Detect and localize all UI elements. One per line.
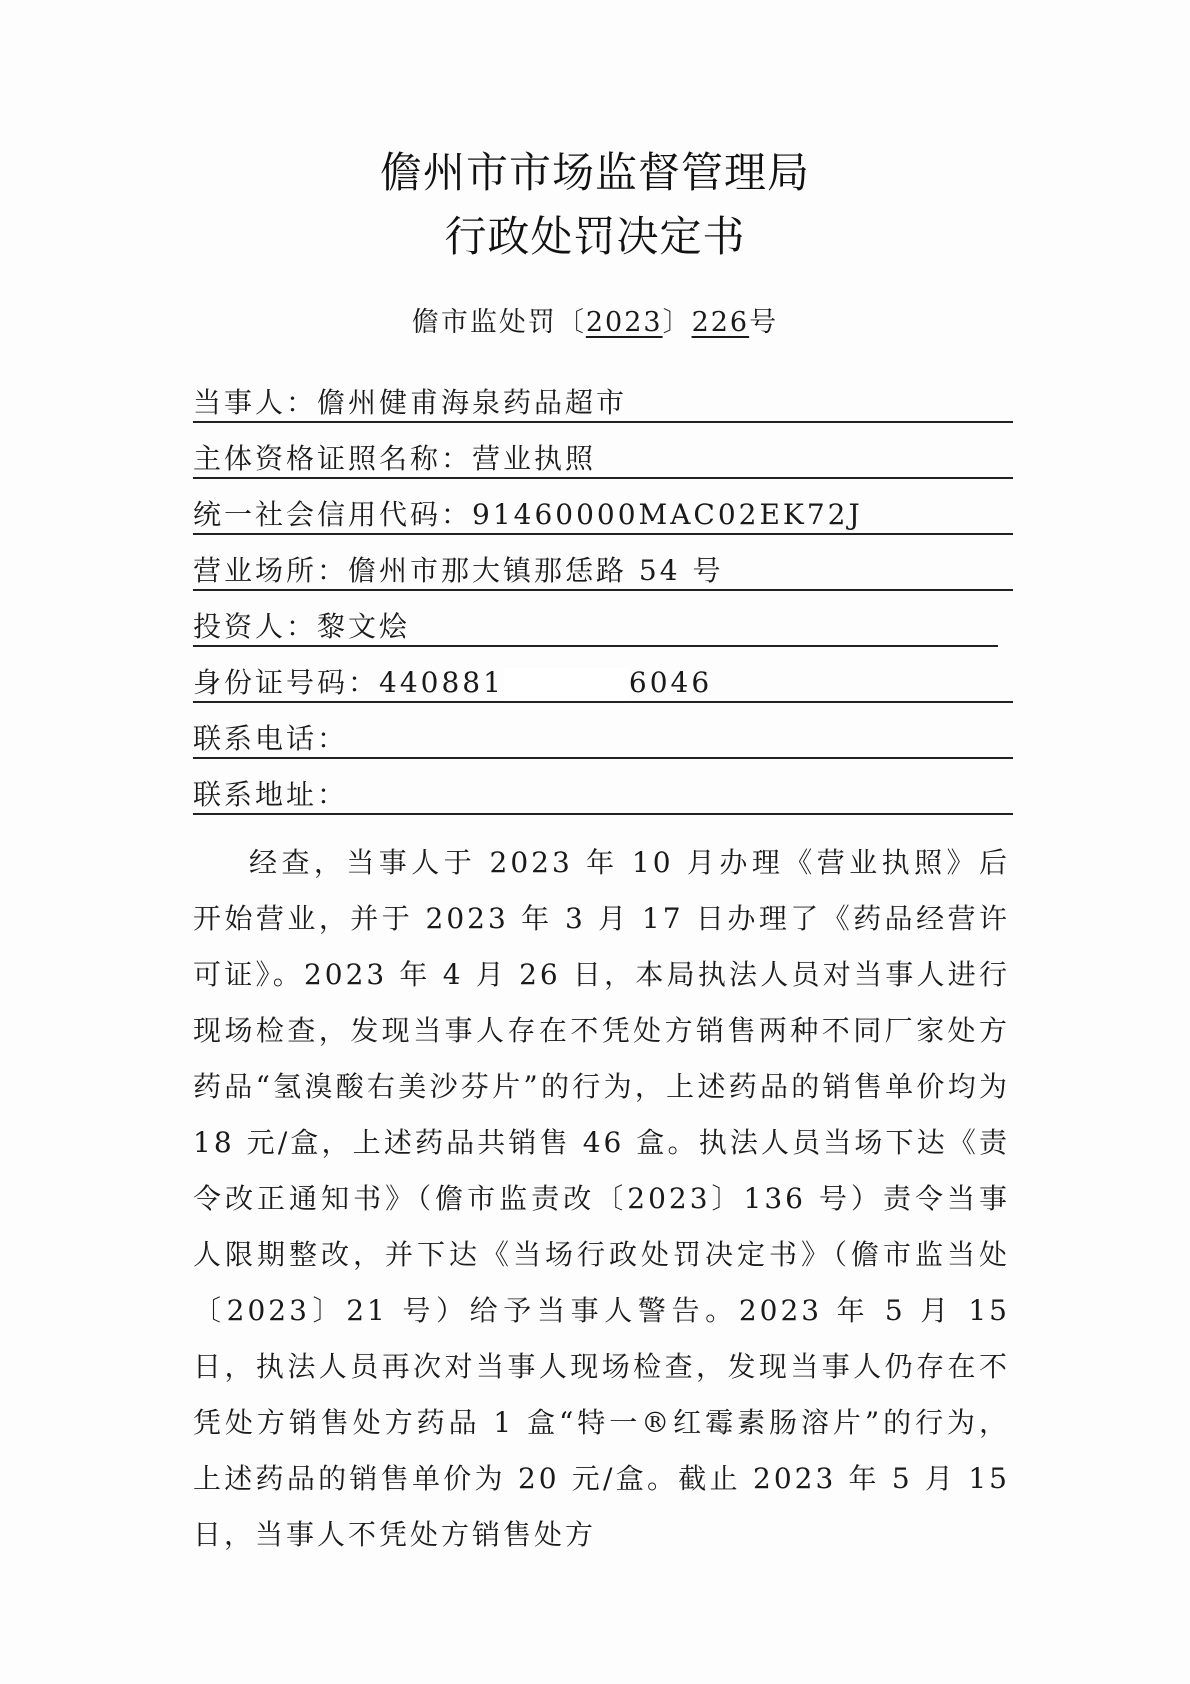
field-phone-label: 联系电话： [193, 722, 349, 755]
field-investor-value: 黎文烩 [317, 610, 411, 643]
field-premises-underline [193, 589, 1013, 591]
field-id-number-underline [193, 701, 1013, 703]
doc-number-prefix: 儋市监处罚〔 [411, 307, 586, 338]
document-title: 行政处罚决定书 [444, 212, 746, 261]
findings-text [193, 835, 1010, 1563]
field-premises [193, 551, 1013, 591]
field-party-label: 当事人： [193, 386, 318, 419]
field-license-name-label: 主体资格证照名称： [193, 442, 473, 475]
field-credit-code-underline [193, 533, 1013, 535]
field-id-number [193, 663, 1013, 703]
doc-number-value: 226 [691, 307, 750, 338]
field-license-name-underline [193, 477, 1013, 479]
field-investor-underline [193, 645, 998, 647]
field-phone [193, 719, 1013, 759]
field-id-number-start: 440881 [379, 666, 504, 699]
issuer-title: 儋州市市场监督管理局 [379, 148, 810, 197]
doc-number-suffix: 号 [749, 307, 779, 338]
field-phone-underline [193, 757, 1013, 759]
field-credit-code-label: 统一社会信用代码： [193, 498, 473, 531]
redacted-block [504, 668, 629, 702]
field-license-name [193, 439, 1013, 479]
field-credit-code-value: 91460000MAC02EK72J [472, 498, 863, 531]
doc-number-year: 2023 [585, 307, 663, 338]
doc-number-mid: 〕 [662, 307, 692, 338]
field-credit-code [193, 495, 1013, 535]
field-party-value: 儋州健甫海泉药品超市 [317, 386, 628, 419]
field-investor [193, 607, 998, 647]
field-id-number-label: 身份证号码： [193, 666, 380, 699]
field-premises-value: 儋州市那大镇那恁路 54 号 [348, 554, 724, 587]
field-address [193, 775, 1013, 815]
field-premises-label: 营业场所： [193, 554, 349, 587]
field-investor-label: 投资人： [193, 610, 318, 643]
findings-paragraph: 经查，当事人于 2023 年 10 月办理《营业执照》后开始营业，并于 2023 年 3 月 17 日办理了《药品经营许可证》。2023 年 4 月 26 日，本局执法人员对当事人进行现场检查，发现当事人存在不凭处方销售两种不同厂家处方药品“氢溴酸右美沙芬片”的行为，上述药品的销售单价均为 18 元/盒，上述药品共销售 46 盒。执法人员当场下达《责令改正通知书》（儋市监责改〔2023〕136 号）责令当事人限期整改，并下达《当场行政处罚决定书》（儋市监当处〔2023〕21 号）给予当事人警告。2023 年 5 月 15 日，执法人员再次对当事人现场检查，发现当事人仍存在不凭处方销售处方药品 1 盒“特一®红霉素肠溶片”的行为，上述药品的销售单价为 20 元/盒。截止 2023 年 5 月 15 日，当事人不凭处方销售处方 [193, 846, 1010, 1551]
field-party [193, 383, 1013, 423]
field-address-label: 联系地址： [193, 778, 349, 811]
field-license-name-value: 营业执照 [472, 442, 597, 475]
field-id-number-end: 6046 [628, 666, 713, 699]
field-address-underline [193, 813, 1013, 815]
document-number [0, 300, 1190, 339]
field-party-underline [193, 421, 1013, 423]
